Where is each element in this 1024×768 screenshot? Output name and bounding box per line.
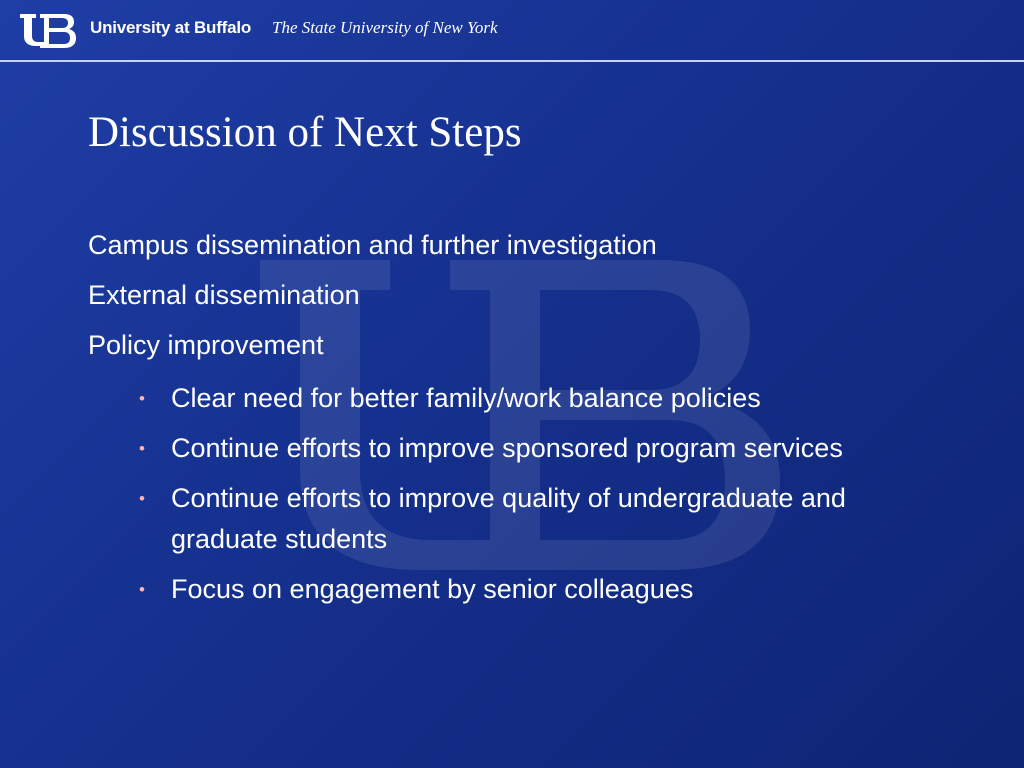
slide-title: Discussion of Next Steps: [88, 109, 522, 156]
sub-list-item-text: Continue efforts to improve quality of undergraduate and graduate students: [171, 483, 846, 554]
sub-list: [88, 378, 968, 610]
list-item: Campus dissemination and further investigation: [88, 230, 657, 260]
list-item: External dissemination: [88, 280, 360, 310]
sub-list-item: [88, 569, 931, 610]
header-divider: [0, 60, 1024, 62]
ub-logo-icon: [18, 12, 80, 50]
sub-list-item: [88, 378, 931, 419]
bullet-icon: •: [139, 580, 145, 599]
bullet-icon: •: [139, 389, 145, 408]
bullet-icon: •: [139, 439, 145, 458]
sub-list-item-text: Continue efforts to improve sponsored program services: [171, 433, 843, 463]
header-bar: [0, 0, 1024, 62]
sub-list-item-text: Clear need for better family/work balance policies: [171, 383, 761, 413]
sub-list-item-text: Focus on engagement by senior colleagues: [171, 574, 694, 604]
sub-list-item: [88, 478, 931, 560]
sub-list-item: [88, 428, 931, 469]
slide-content: [88, 228, 968, 619]
brand-subtitle: The State University of New York: [272, 18, 498, 37]
bullet-icon: •: [139, 489, 145, 508]
list-item: Policy improvement: [88, 330, 324, 360]
brand-name: University at Buffalo: [90, 18, 252, 37]
